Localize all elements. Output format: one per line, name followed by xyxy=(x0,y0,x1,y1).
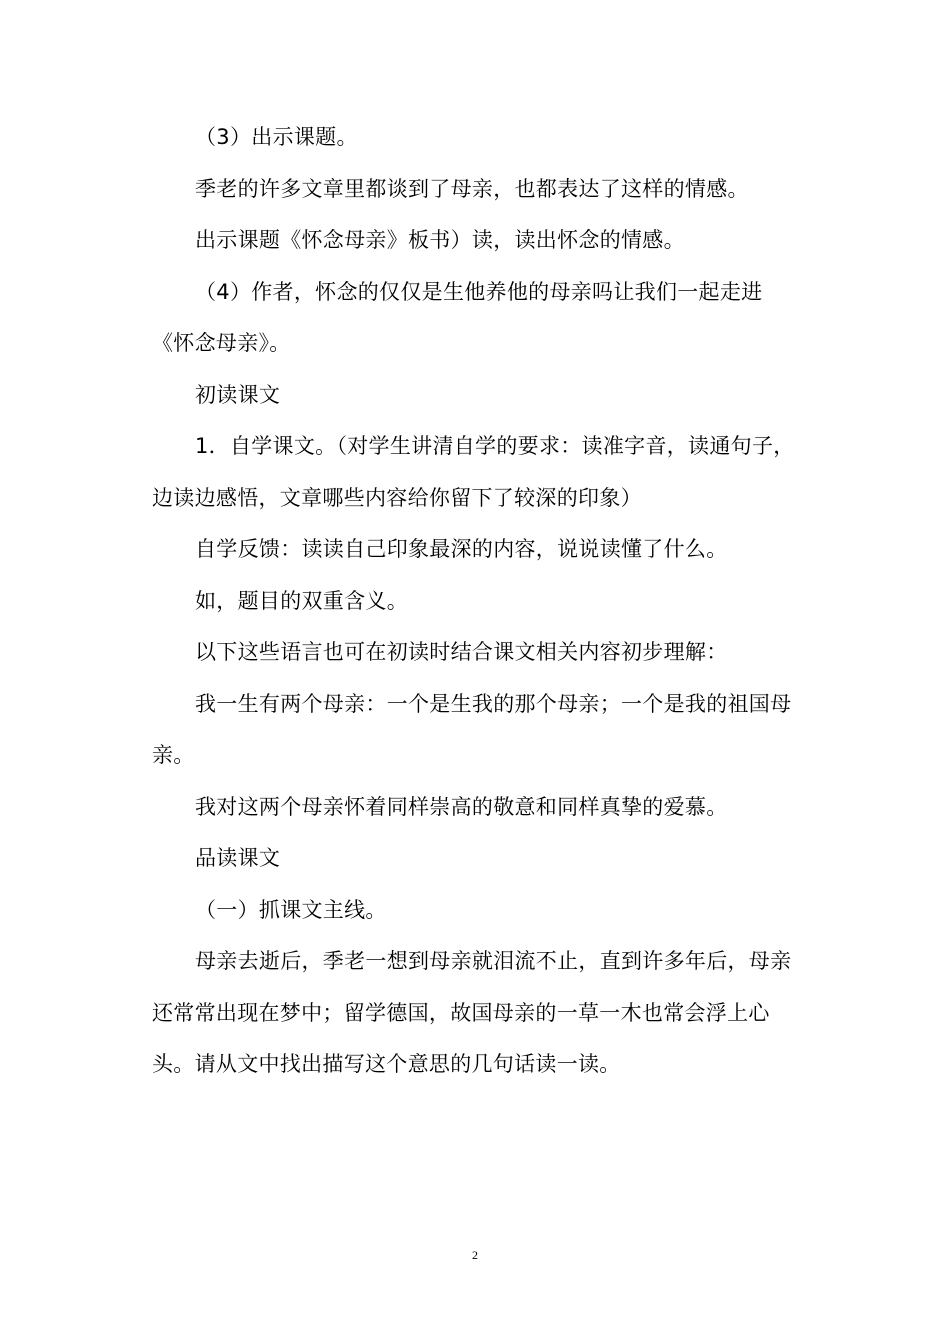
paragraph-language-understanding: 以下这些语言也可在初读时结合课文相关内容初步理解： xyxy=(195,640,728,664)
paragraph-show-title-board: 出示课题《怀念母亲》板书）读，读出怀念的情感。 xyxy=(195,228,685,252)
page-number: 2 xyxy=(472,1248,478,1262)
paragraph-two-mothers: 我一生有两个母亲：一个是生我的那个母亲；一个是我的祖国母亲。 xyxy=(152,691,792,767)
paragraph-self-study-feedback: 自学反馈：读读自己印象最深的内容，说说读懂了什么。 xyxy=(195,537,728,561)
paragraph-self-study: 1．自学课文。（对学生讲清自学的要求：读准字音，读通句子，边读边感悟，文章哪些内容给你留下了较深的印象） xyxy=(152,434,795,510)
paragraph-show-title-step: （3）出示课题。 xyxy=(195,125,358,149)
paragraph-title-meaning: 如，题目的双重含义。 xyxy=(195,588,408,613)
paragraph-respect-love: 我对这两个母亲怀着同样崇高的敬意和同样真挚的爱慕。 xyxy=(195,794,728,819)
document-body xyxy=(152,112,802,1091)
paragraph-main-thread: （一）抓课文主线。 xyxy=(195,897,387,922)
paragraph-mother-emotion: 季老的许多文章里都谈到了母亲，也都表达了这样的情感。 xyxy=(195,176,749,201)
section-heading-first-reading: 初读课文 xyxy=(195,382,281,407)
paragraph-author-question: （4）作者，怀念的仅仅是生他养他的母亲吗让我们一起走进《怀念母亲》。 xyxy=(152,279,763,355)
paragraph-mother-memory: 母亲去逝后，季老一想到母亲就泪流不止，直到许多年后，母亲还常常出现在梦中；留学德国，故国母亲的一草一木也常会浮上心头。请从文中找出描写这个意思的几句话读一读。 xyxy=(152,949,792,1076)
section-heading-close-reading: 品读课文 xyxy=(195,846,281,870)
